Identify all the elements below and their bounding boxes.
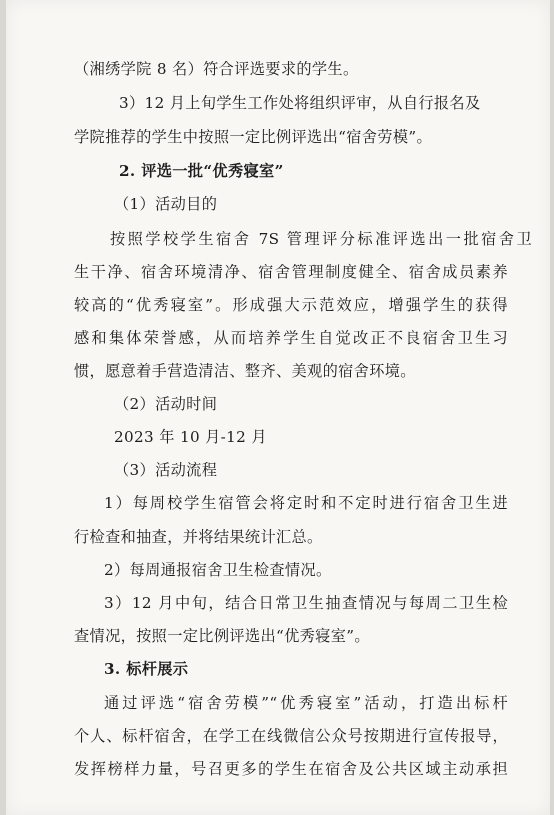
subsection-heading: （2）活动时间 xyxy=(114,395,218,413)
text-line: 感和集体荣誉感，从而培养学生自觉改正不良宿舍卫生习 xyxy=(74,329,508,347)
text-line: 2）每周通报宿舍卫生检查情况。 xyxy=(104,561,332,579)
section-heading: 2. 评选一批“优秀寝室” xyxy=(119,162,284,180)
text-line: （湘绣学院 8 名）符合评选要求的学生。 xyxy=(74,60,359,78)
text-line: 按照学校学生宿舍 7S 管理评分标准评选出一批宿舍卫 xyxy=(110,230,532,248)
text-line: 惯，愿意着手营造清洁、整齐、美观的宿舍环境。 xyxy=(74,362,416,380)
text-line: 个人、标杆宿舍，在学工在线微信公众号按期进行宣传报导， xyxy=(74,727,508,745)
subsection-heading: （3）活动流程 xyxy=(114,461,218,479)
text-line: 行检查和抽查，并将结果统计汇总。 xyxy=(74,528,323,546)
text-line: 生干净、宿舍环境清净、宿舍管理制度健全、宿舍成员素养 xyxy=(74,263,508,281)
text-line: 学院推荐的学生中按照一定比例评选出“宿舍劳模”。 xyxy=(74,128,433,146)
section-heading: 3. 标杆展示 xyxy=(104,660,189,678)
text-line: 查情况，按照一定比例评选出“优秀寝室”。 xyxy=(74,627,370,645)
text-line: 发挥榜样力量，号召更多的学生在宿舍及公共区域主动承担 xyxy=(74,760,508,778)
text-line: 1）每周校学生宿管会将定时和不定时进行宿舍卫生进 xyxy=(104,494,508,512)
text-line: 3）12 月上旬学生工作处将组织评审，从自行报名及 xyxy=(119,94,481,112)
text-line: 3）12 月中旬，结合日常卫生抽查情况与每周二卫生检 xyxy=(104,594,508,612)
text-line: 较高的“优秀寝室”。形成强大示范效应，增强学生的获得 xyxy=(74,296,508,314)
text-line: 2023 年 10 月-12 月 xyxy=(114,428,267,446)
subsection-heading: （1）活动目的 xyxy=(114,195,218,213)
text-line: 通过评选“宿舍劳模”“优秀寝室”活动，打造出标杆 xyxy=(104,694,508,712)
document-page xyxy=(6,0,550,815)
